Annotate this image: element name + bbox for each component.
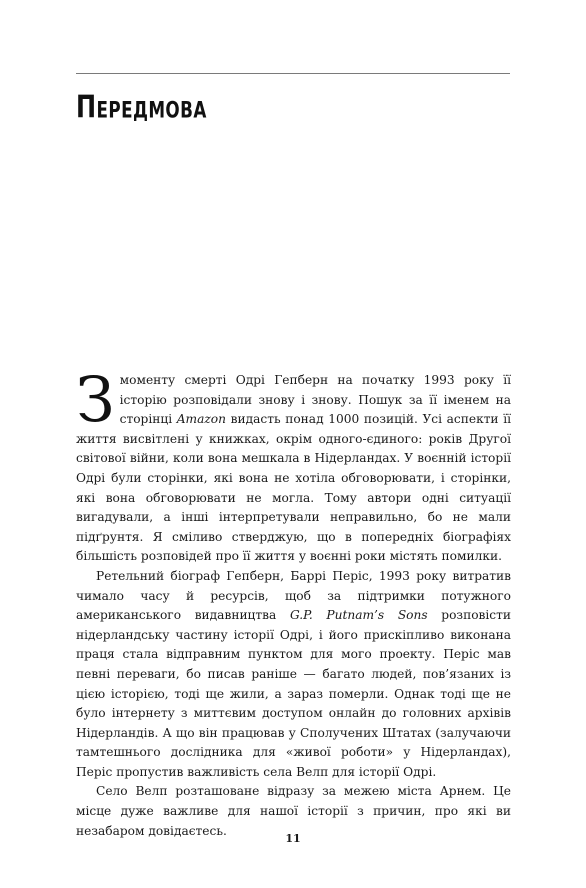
page-number: 11 [285, 832, 301, 845]
dropcap-letter: З [76, 363, 115, 436]
chapter-title: Передмова [76, 89, 207, 126]
text-segment: розповісти нідерландську частину історії Одрі, і його прискіпливо виконана праця стала відправним пунктом для мого проекту. Періс мав певні переваги, бо писав раніше — багато людей, пов’язаних із цією історією, тоді ще жили, а зараз померли. Однак тоді ще не було інтернету з миттєвим доступом онлайн до головних архівів Нідерландів. А що він працював у Сполучених Штатах (залучаючи тамтешнього дослідника для «живої роботи» у Нідерландах), Періс пропустив важливість села Велп для історії Одрі. [76, 608, 511, 779]
book-store-name: Amazon [176, 412, 226, 427]
paragraph-2 [76, 567, 511, 783]
text-segment: видасть понад 1000 позицій. Усі аспекти її життя висвітлені у книжках, окрім одного-єдиного: років Другої світової війни, коли вона мешкала в Нідерландах. У воєнній історії Одрі були сторінки, які вона не хотіла обговорювати, і сторінки, які вона обговорювати не могла. Тому автори одні ситуації вигадували, а інші інтерпретували неправильно, бо не мали підґрунтя. Я сміливо стверджую, що в попередніх біографіях більшість розповідей про її життя у воєнні роки містять помилки. [76, 412, 511, 564]
paragraph-1 [76, 363, 511, 567]
publisher-name: G.P. Putnam’s Sons [289, 608, 428, 623]
header-rule [76, 73, 510, 74]
text-segment: Село Велп розташоване відразу за межею міста Арнем. Це місце дуже важливе для нашої історії з причин, про які ви незабаром довідаєтесь. [76, 784, 511, 838]
text-segment: Ретельний біограф Гепберн, Баррі Періс, 1993 року витратив чимало часу й ресурсів, щоб за підтримки потужного американського видавництва [76, 568, 511, 623]
text-segment: моменту смерті Одрі Гепберн на початку 1993 року її історію розповідали знову і знову. Пошук за її іменем на сторінці [119, 373, 511, 427]
body-text [76, 363, 511, 841]
